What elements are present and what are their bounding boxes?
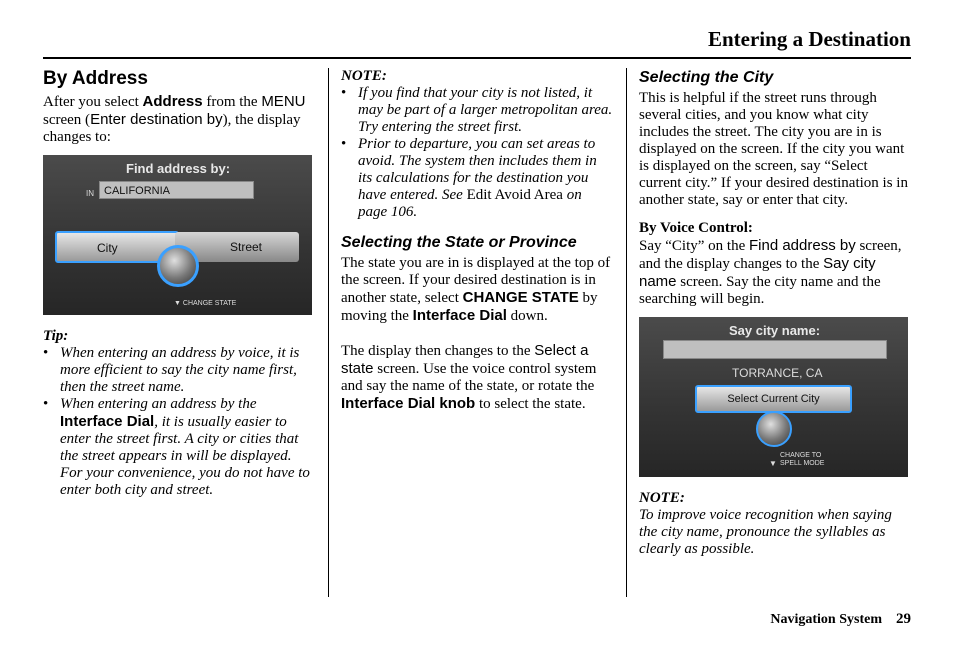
column-3 (639, 68, 911, 558)
header-rule (43, 57, 911, 59)
paragraph: This is helpful if the street runs through several cities, and you know what city includes the street. The city you are in is displayed on the screen. If the city you want is displayed on the screen, say “Select current city.” If your desired destination is in another state, say or enter that city. (639, 90, 908, 208)
interface-dial-icon (157, 245, 199, 287)
in-label: IN (86, 189, 94, 198)
select-current-city-button[interactable]: Select Current City (695, 385, 852, 413)
note-item: • If you find that your city is not listed, it may be part of a larger metropolitan area. Try entering the street first. (341, 85, 613, 136)
find-address-screen (43, 155, 312, 315)
change-state-hint[interactable]: ▼ CHANGE STATE (174, 300, 237, 307)
note-item: • Prior to departure, you can set areas to avoid. The system then includes them in its calculations for the destination you have entered. See Edit Avoid Area on page 106. (341, 136, 613, 221)
page-title: Entering a Destination (707, 27, 911, 51)
footer-label: Navigation System (770, 612, 882, 627)
note-text: To improve voice recognition when saying the city name, pronounce the syllables as clearly as possible. (639, 507, 892, 557)
intro-paragraph: After you select Address from the MENU screen (Enter destination by), the display changes to: (43, 93, 306, 145)
section-heading: Selecting the State or Province (341, 234, 577, 251)
city-name-field (663, 340, 887, 359)
street-button[interactable]: Street (175, 232, 299, 262)
section-heading: Selecting the City (639, 69, 774, 86)
down-arrow-icon: ▼ (769, 459, 777, 468)
column-divider (626, 68, 627, 597)
tip-item: • When entering an address by voice, it is more efficient to say the city name first, then the street name. (43, 345, 315, 396)
say-city-name-screen (639, 317, 908, 477)
down-arrow-icon: ▼ (174, 300, 181, 307)
column-divider (328, 68, 329, 597)
paragraph: Say “City” on the Find address by screen, and the display changes to the Say city name screen. Say the city name and the searching will begin. (639, 237, 902, 307)
interface-dial-icon (756, 411, 792, 447)
tip-label: Tip: (43, 328, 69, 344)
screen-title: Say city name: (729, 323, 821, 338)
note-label: NOTE: (639, 490, 685, 506)
city-button[interactable]: City (55, 231, 179, 263)
screen-title: Find address by: (126, 161, 231, 176)
section-heading: By Address (43, 68, 148, 89)
note-list (341, 85, 613, 221)
paragraph: The state you are in is displayed at the top of the screen. If your desired destination is in another state, select CHANGE STATE by moving the Interface Dial down. (341, 255, 611, 324)
tip-list (43, 345, 315, 499)
page-number: 29 (896, 611, 911, 627)
paragraph: The display then changes to the Select a state screen. Use the voice control system and say the name of the state, or rotate the Interface Dial knob to select the state. (341, 342, 597, 412)
current-city: TORRANCE, CA (732, 366, 823, 380)
note-label: NOTE: (341, 68, 387, 84)
voice-control-label: By Voice Control: (639, 220, 753, 236)
state-field: CALIFORNIA (99, 181, 254, 199)
spell-mode-hint[interactable]: CHANGE TO SPELL MODE (780, 452, 825, 467)
column-1 (43, 68, 315, 499)
tip-item: • When entering an address by the Interface Dial, it is usually easier to enter the street first. A city or cities that the street appears in will be displayed. For your convenience, you do not have to enter both city and street. (43, 396, 315, 499)
page-footer (770, 611, 911, 628)
column-2 (341, 68, 613, 413)
